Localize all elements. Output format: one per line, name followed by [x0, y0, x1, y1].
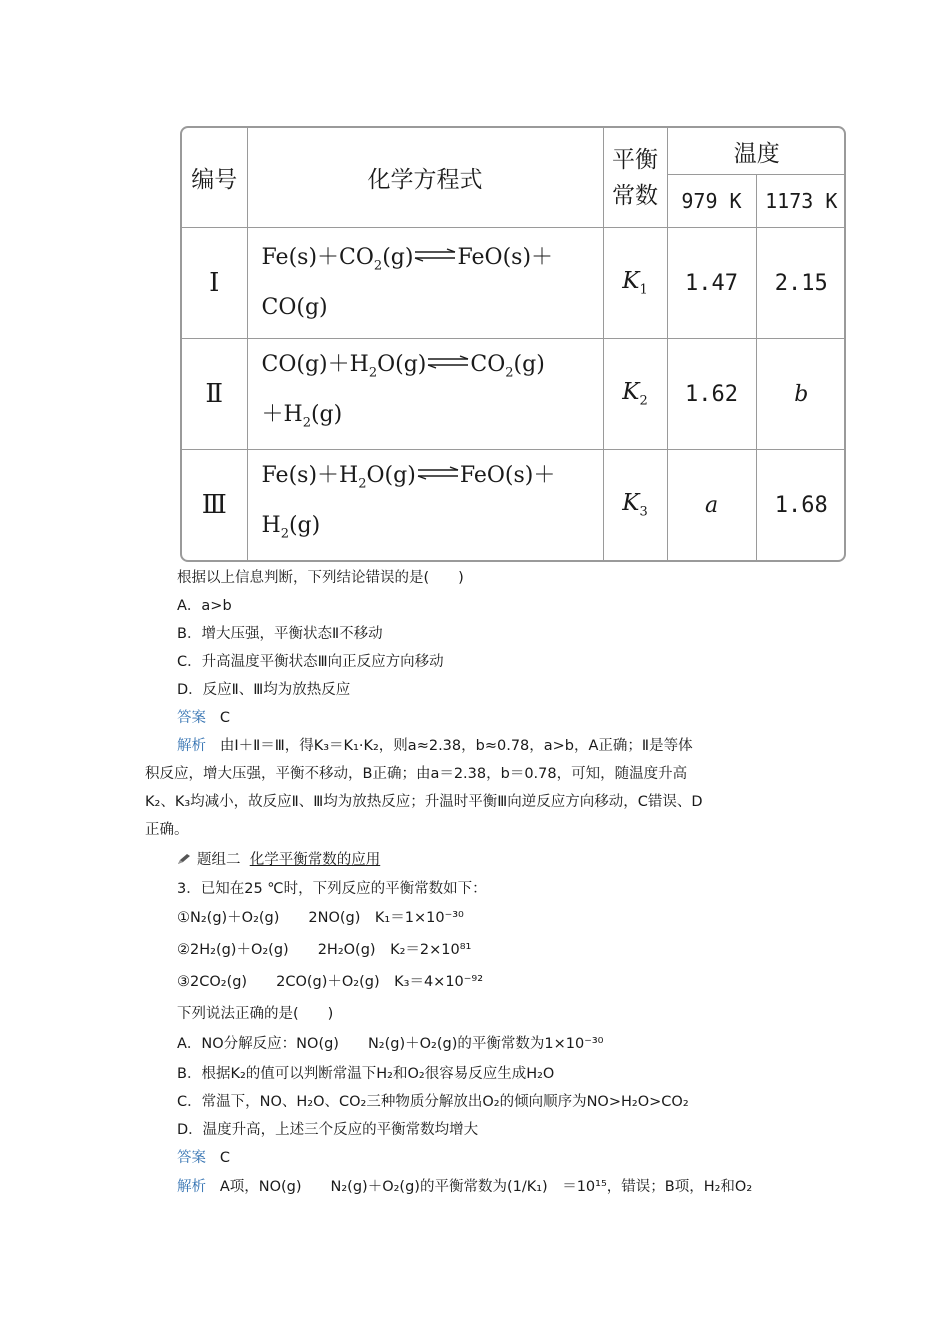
header-constant [603, 128, 667, 228]
row-id: Ⅰ [182, 228, 247, 339]
row-equation [247, 228, 603, 339]
equation-line: $Fe(s)+H_2O(g)$ FeO(s)＋ [261, 462, 556, 492]
table-row [182, 228, 846, 339]
row-k: $K_2$ [603, 339, 667, 450]
table-row [182, 339, 846, 450]
question-stem: 3．已知在25 ℃时，下列反应的平衡常数如下： [177, 881, 487, 897]
row-equation [247, 339, 603, 450]
header-temperature: 温度 [667, 128, 846, 175]
equilibrium-table [180, 126, 846, 562]
row-k: $K_1$ [603, 228, 667, 339]
header-constant-line2: 常数 [612, 182, 658, 209]
row-value-979: 1.47 [667, 228, 756, 339]
reaction-3: ③2CO₂(g) 2CO(g)＋O₂(g) K₃＝4×10⁻⁹² [177, 974, 484, 990]
analysis-line-4: 正确。 [145, 822, 189, 838]
analysis-label: 解析 [177, 738, 206, 754]
row-value-1173: b [756, 339, 846, 450]
header-constant-line1: 平衡 [612, 146, 658, 173]
equilibrium-arrow-icon [416, 466, 460, 480]
pencil-icon [177, 853, 191, 865]
row-value-1173: 2.15 [756, 228, 846, 339]
equation-line: CO(g) [261, 295, 328, 321]
option-c: C．常温下，NO、H₂O、CO₂三种物质分解放出O₂的倾向顺序为NO>H₂O>CO₂ [177, 1094, 689, 1110]
answer-label: 答案 [177, 1150, 206, 1166]
analysis-line-1: 解析 由Ⅰ＋Ⅱ＝Ⅲ，得K₃＝K₁·K₂，则a≈2.38，b≈0.78，a>b，A正确；Ⅱ是等体 [177, 738, 693, 754]
answer-line [177, 708, 230, 728]
option-b: B．根据K₂的值可以判断常温下H₂和O₂很容易反应生成H₂O [177, 1066, 555, 1082]
table-row [182, 450, 846, 561]
analysis-label: 解析 [177, 1179, 206, 1195]
question-ask: 下列说法正确的是( ) [177, 1006, 334, 1022]
reaction-1: ①N₂(g)＋O₂(g) 2NO(g) K₁＝1×10⁻³⁰ [177, 910, 464, 926]
row-id: Ⅱ [182, 339, 247, 450]
equation-line: $+H_2(g)$ [261, 402, 343, 431]
equation-line: $H_2(g)$ [261, 513, 321, 542]
section-title: 化学平衡常数的应用 [249, 852, 381, 868]
row-value-979: a [667, 450, 756, 561]
section-prefix: 题组二 [197, 852, 241, 868]
analysis-line-1: 解析 A项，NO(g) N₂(g)＋O₂(g)的平衡常数为(1/K₁) ＝10¹⁵，错误；B项，H₂和O₂ [177, 1179, 753, 1195]
option-a: A．a>b [177, 598, 232, 614]
header-temp-979: 979 K [667, 175, 756, 228]
option-d: D．温度升高，上述三个反应的平衡常数均增大 [177, 1122, 479, 1138]
row-equation [247, 450, 603, 561]
row-value-979: 1.62 [667, 339, 756, 450]
answer-value: C [219, 1150, 230, 1166]
answer-label: 答案 [177, 710, 206, 726]
analysis-line-2: 积反应，增大压强，平衡不移动，B正确；由a＝2.38，b＝0.78，可知，随温度升高 [145, 766, 688, 782]
reaction-2: ②2H₂(g)＋O₂(g) 2H₂O(g) K₂＝2×10⁸¹ [177, 942, 472, 958]
equation-line: $Fe(s)+CO_2(g)$ FeO(s)＋ [261, 244, 554, 274]
analysis-line-3: K₂、K₃均减小，故反应Ⅱ、Ⅲ均为放热反应；升温时平衡Ⅲ向逆反应方向移动，C错误、D [145, 794, 703, 810]
section-heading [177, 850, 380, 870]
option-d: D．反应Ⅱ、Ⅲ均为放热反应 [177, 682, 351, 698]
option-c: C．升高温度平衡状态Ⅲ向正反应方向移动 [177, 654, 444, 670]
row-value-1173: 1.68 [756, 450, 846, 561]
equilibrium-arrow-icon [426, 355, 470, 369]
question-stem: 根据以上信息判断，下列结论错误的是( ) [177, 570, 464, 586]
option-a: A．NO分解反应：NO(g) N₂(g)＋O₂(g)的平衡常数为1×10⁻³⁰ [177, 1036, 604, 1052]
header-temp-1173: 1173 K [756, 175, 846, 228]
equilibrium-arrow-icon [413, 248, 457, 262]
header-equation: 化学方程式 [247, 128, 603, 228]
row-id: Ⅲ [182, 450, 247, 561]
header-no: 编号 [182, 128, 247, 228]
equation-line: $CO(g)+H_2O(g)$ $CO_2(g)$ [261, 351, 545, 380]
option-b: B．增大压强，平衡状态Ⅱ不移动 [177, 626, 383, 642]
row-k: $K_3$ [603, 450, 667, 561]
answer-line [177, 1148, 230, 1168]
answer-value: C [219, 710, 230, 726]
